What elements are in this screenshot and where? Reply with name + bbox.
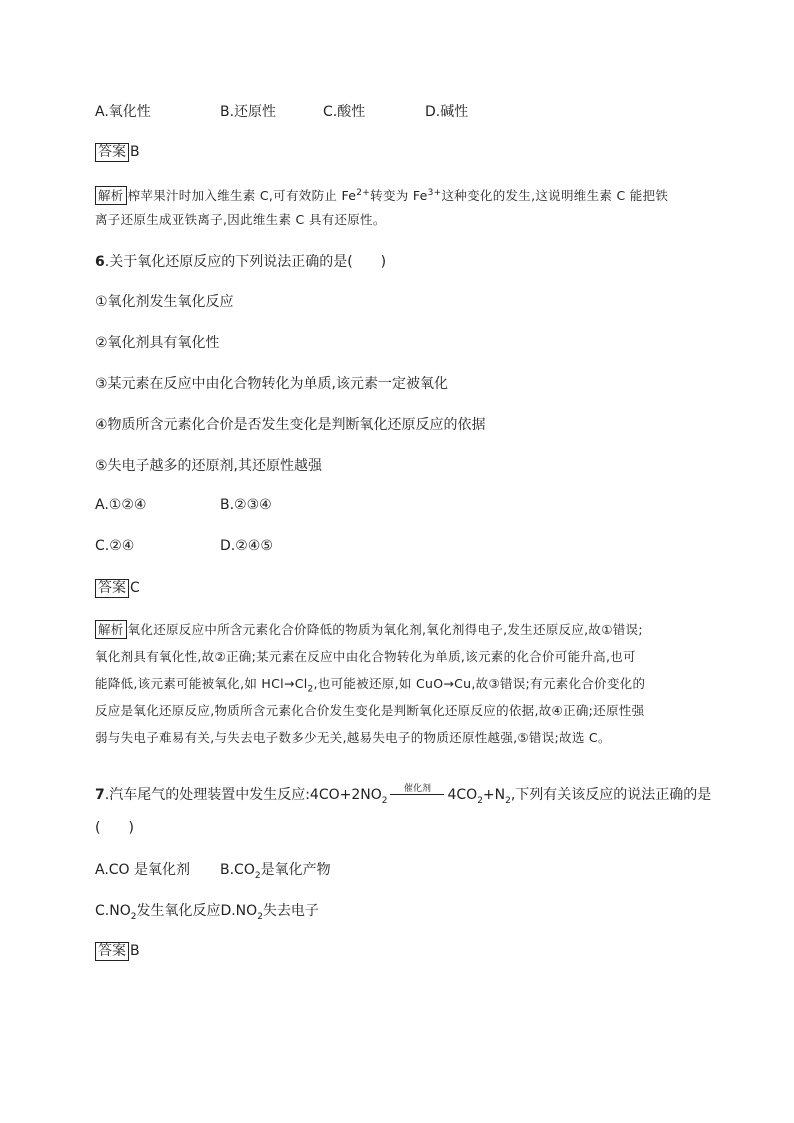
q6-option-a: A.①②④	[95, 497, 147, 513]
q6-statement-1: ①氧化剂发生氧化反应	[95, 294, 234, 310]
reaction-arrow	[388, 784, 446, 802]
q5-option-b: B.还原性	[220, 104, 277, 120]
analysis-tag: 解析	[95, 186, 127, 205]
answer-value: B	[130, 144, 140, 160]
answer-tag: 答案	[95, 942, 129, 961]
q5-analysis-line-2: 离子还原生成亚铁离子,因此维生素 C 具有还原性。	[95, 212, 386, 227]
q5-option-c: C.酸性	[323, 104, 366, 120]
answer-tag: 答案	[95, 143, 129, 162]
q7-option-c-d	[95, 900, 319, 922]
q6-statement-2: ②氧化剂具有氧化性	[95, 335, 220, 351]
answer-value: B	[130, 943, 140, 959]
q6-statement-3: ③某元素在反应中由化合物转化为单质,该元素一定被氧化	[95, 376, 448, 392]
q6-stem: 6.关于氧化还原反应的下列说法正确的是( )	[95, 254, 387, 270]
question-number: 7	[95, 787, 105, 803]
q6-option-d: D.②④⑤	[220, 538, 273, 554]
q6-analysis-line-1: 解析 氧化还原反应中所含元素化合价降低的物质为氧化剂,氧化剂得电子,发生还原反应,故①错误;	[95, 620, 643, 640]
q7-stem: 7.汽车尾气的处理装置中发生反应$:4CO+2NO_2$ 催化剂 $4CO_2+N_2$,下列有关该反应的说法正确的是	[95, 785, 711, 811]
q6-answer	[95, 578, 140, 598]
answer-tag: 答案	[95, 579, 129, 598]
q6-statement-4: ④物质所含元素化合价是否发生变化是判断氧化还原反应的依据	[95, 417, 486, 433]
q6-analysis-line-3: 能降低,该元素可能被氧化,如 $HCl\to Cl_2$,也可能被还原,如 CuO→Cu,故③错误;有元素化合价变化的	[95, 676, 646, 695]
catalyst-label: 催化剂	[403, 784, 431, 794]
q6-option-b: B.②③④	[220, 497, 272, 513]
answer-value: C	[130, 580, 140, 596]
q6-statement-5: ⑤失电子越多的还原剂,其还原性越强	[95, 458, 323, 474]
q7-option-a: A.CO 是氧化剂	[95, 862, 191, 878]
analysis-tag: 解析	[95, 620, 127, 639]
q7-paren: ( )	[95, 820, 134, 836]
q7-option-b: $B.CO_2$是氧化产物	[220, 862, 331, 881]
q6-analysis-line-2: 氧化剂具有氧化性,故②正确;某元素在反应中由化合物转化为单质,该元素的化合价可能升高,也可	[95, 649, 636, 664]
q7-option-c: $C.NO_2$发生氧化反应	[95, 903, 221, 922]
q6-analysis-line-4: 反应是氧化还原反应,物质所含元素化合价发生变化是判断氧化还原反应的依据,故④正确;还原性强	[95, 703, 645, 718]
q5-answer	[95, 142, 140, 162]
q5-option-a: A.氧化性	[95, 104, 151, 120]
q5-analysis-line-1: 解析 榨苹果汁时加入维生素 C,可有效防止 $Fe^{2+}$转变为 $Fe^{3+}$这种变化的发生,这说明维生素 C 能把铁	[95, 183, 668, 206]
q5-option-d: D.碱性	[425, 104, 469, 120]
q7-option-d: $D.NO_2$失去电子	[220, 903, 319, 922]
q6-analysis-line-5: 弱与失电子难易有关,与失去电子数多少无关,越易失电子的物质还原性越强,⑤错误;故选 C。	[95, 730, 611, 745]
q6-option-c: C.②④	[95, 538, 135, 554]
question-number: 6	[95, 254, 105, 270]
q7-answer	[95, 941, 140, 961]
